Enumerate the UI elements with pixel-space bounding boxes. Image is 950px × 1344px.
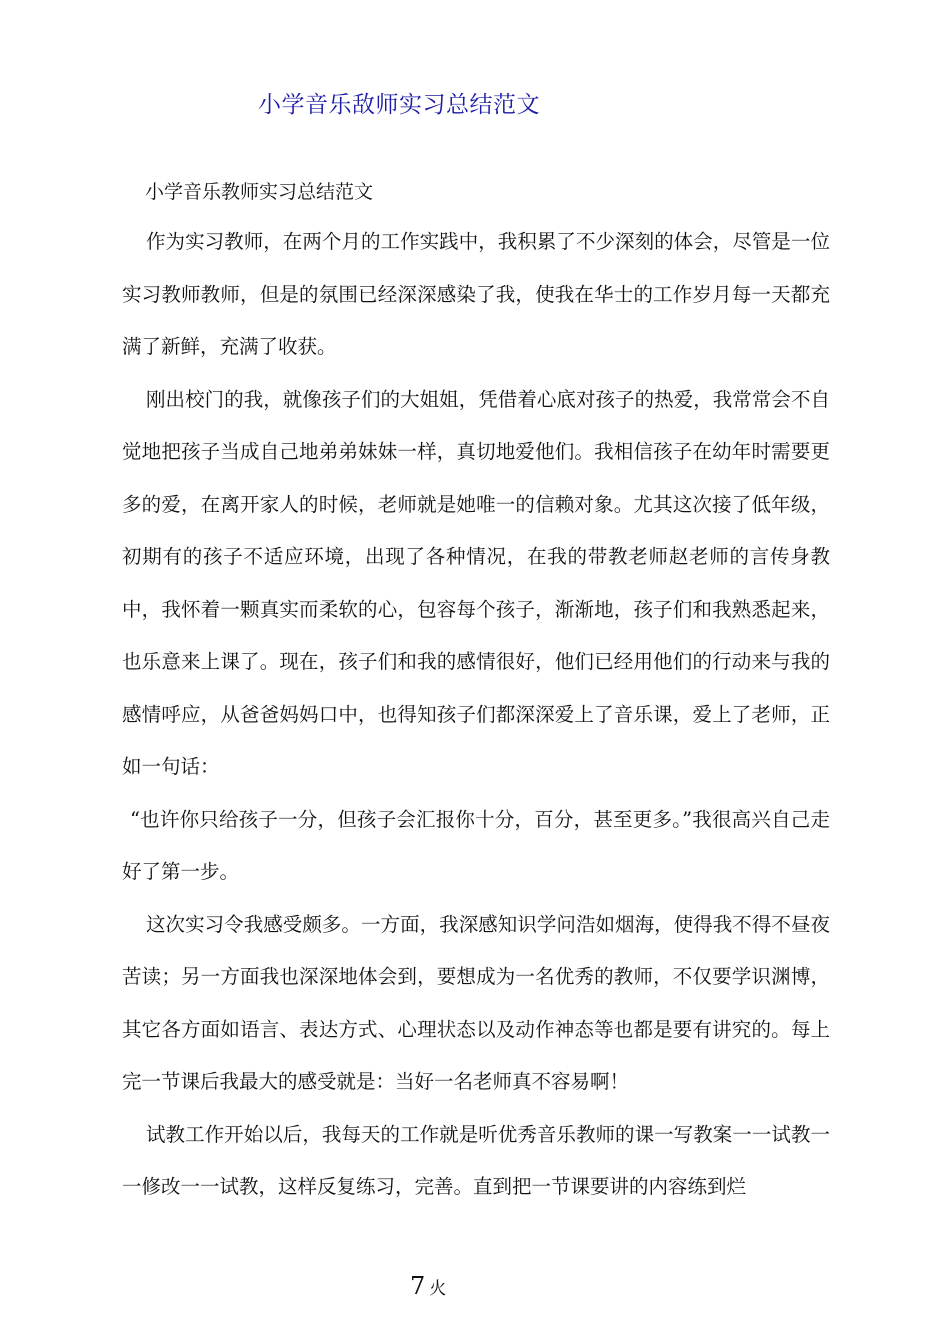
page-number (410, 1272, 446, 1300)
paragraph-1: 作为实习教师，在两个月的工作实践中，我积累了不少深刻的体会，尽管是一位实习教师教师，但是的氛围已经深深感染了我，使我在华士的工作岁月每一天都充满了新鲜，充满了收获。 (122, 230, 830, 358)
paragraph-5: 试教工作开始以后，我每天的工作就是听优秀音乐教师的课一写教案一一试教一一修改一一试教，这样反复练习，完善。直到把一节课要讲的内容练到烂 (122, 1122, 830, 1198)
paragraph-3-quote: “也许你只给孩子一分，但孩子会汇报你十分，百分，甚至更多。”我很高兴自己走好了第一步。 (122, 807, 830, 883)
paragraph-4: 这次实习令我感受颇多。一方面，我深感知识学问浩如烟海，使得我不得不昼夜苦读；另一方面我也深深地体会到，要想成为一名优秀的教师，不仅要学识渊博，其它各方面如语言、表达方式、心理状态以及动作神态等也都是要有讲究的。每上完一节课后我最大的感受就是：当好一名老师真不容易啊！ (122, 912, 830, 1093)
page-number-glyph: 火 (429, 1279, 447, 1299)
document-subtitle: 小学音乐教师实习总结范文 (145, 181, 374, 203)
page-number-value: 7 (410, 1272, 426, 1300)
paragraph-2: 刚出校门的我，就像孩子们的大姐姐，凭借着心底对孩子的热爱，我常常会不自觉地把孩子当成自己地弟弟妹妹一样，真切地爱他们。我相信孩子在幼年时需要更多的爱，在离开家人的时候，老师就是她唯一的信赖对象。尤其这次接了低年级，初期有的孩子不适应环境，出现了各种情况，在我的带教老师赵老师的言传身教中，我怀着一颗真实而柔软的心，包容每个孩子，渐渐地，孩子们和我熟悉起来，也乐意来上课了。现在，孩子们和我的感情很好，他们已经用他们的行动来与我的感情呼应，从爸爸妈妈口中，也得知孩子们都深深爱上了音乐课，爱上了老师，正如一句话： (122, 387, 830, 778)
document-body (122, 216, 830, 1214)
document-title: 小学音乐敌师实习总结范文 (258, 92, 540, 118)
